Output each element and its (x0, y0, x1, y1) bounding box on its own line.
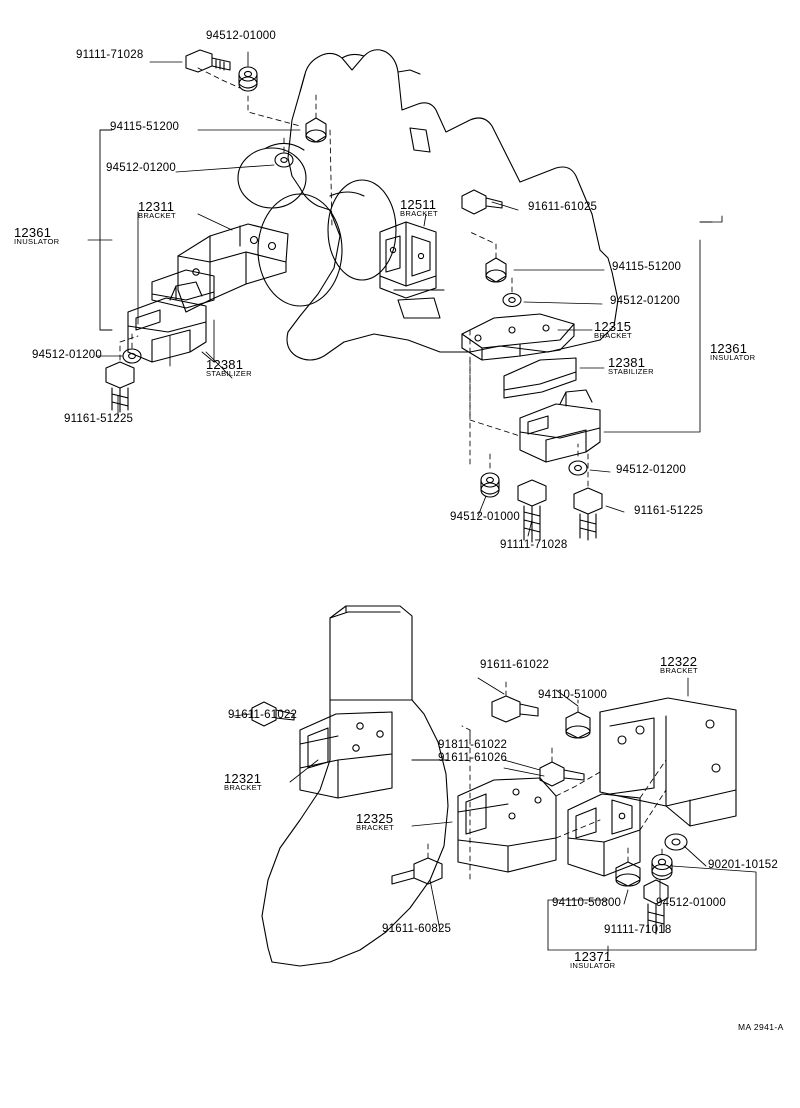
label-12371-insulator[interactable]: 12371 INSULATOR (570, 949, 616, 971)
assembly-dashed-upper (120, 68, 588, 486)
label-91611-61026[interactable]: 91611-61026 (438, 752, 508, 764)
label-94115-51200-right[interactable]: 94115-51200 (612, 261, 682, 273)
fastener-91111-71028-lowerupper (518, 480, 546, 542)
bracket-12321 (300, 712, 392, 798)
label-12322-bracket[interactable]: 12322 BRACKET (660, 654, 698, 676)
transmission-housing-lower (262, 606, 448, 966)
label-94110-50800[interactable]: 94110-50800 (552, 897, 622, 909)
fastener-91611-61026 (540, 762, 584, 786)
fastener-94110-50800 (616, 862, 640, 886)
assembly-dashed-lower (428, 682, 666, 882)
label-94512-01000-lowerupper[interactable]: 94512-01000 (450, 511, 520, 523)
fastener-94512-01200-right (503, 294, 521, 307)
fastener-91161-51225 (574, 488, 602, 540)
label-94512-01000-upper[interactable]: 94512-01000 (206, 30, 276, 42)
label-94512-01200-bottomright[interactable]: 94512-01200 (616, 464, 686, 476)
label-94512-01200-right[interactable]: 94512-01200 (610, 295, 680, 307)
label-12361-insulator-right[interactable]: 12361 INSULATOR (710, 341, 756, 363)
label-12381-stabilizer-right[interactable]: 12381 STABILIZER (608, 355, 654, 377)
label-94512-01000-lower[interactable]: 94512-01000 (656, 897, 726, 909)
fastener-91161-51225-left (106, 362, 134, 412)
label-91811-61022[interactable]: 91811-61022 (438, 739, 508, 751)
leader-lines-lower (234, 678, 756, 956)
label-91161-51225-right[interactable]: 91161-51225 (634, 505, 704, 517)
fastener-94512-01000-upper (239, 67, 257, 91)
label-91611-61022-mid[interactable]: 91611-61022 (480, 659, 550, 671)
fastener-94512-01200-upper-left (275, 153, 293, 167)
fastener-94115-51200-upper-left (306, 118, 326, 142)
bracket-12315 (462, 314, 574, 360)
fastener-94115-51200-right (486, 258, 506, 282)
fastener-94512-01200-bottomright (569, 461, 587, 475)
label-12511-bracket[interactable]: 12511 BRACKET (400, 197, 438, 219)
label-12325-bracket[interactable]: 12325 BRACKET (356, 811, 394, 833)
label-91611-61025[interactable]: 91611-61025 (528, 201, 598, 213)
stabilizer-12381-right (504, 358, 576, 398)
insulator-12361-right (520, 390, 600, 462)
label-12315-bracket[interactable]: 12315 BRACKET (594, 319, 632, 341)
label-94110-51000[interactable]: 94110-51000 (538, 689, 608, 701)
fastener-91611-61025 (462, 190, 502, 214)
fastener-94512-01000-lowerupper (481, 473, 499, 497)
fastener-91611-60825 (392, 858, 442, 884)
fastener-91111-71028-upper (186, 50, 230, 72)
label-94115-51200-upper[interactable]: 94115-51200 (110, 121, 180, 133)
engine-lobes-upper (238, 143, 396, 306)
label-94512-01200-left[interactable]: 94512-01200 (32, 349, 102, 361)
bracket-12322 (600, 698, 736, 826)
label-91111-71028-lowerupper[interactable]: 91111-71028 (500, 539, 568, 551)
bracket-12325 (458, 778, 556, 872)
insulator-12361-left (128, 282, 206, 362)
label-91611-61022-left[interactable]: 91611-61022 (228, 709, 298, 721)
label-91611-60825[interactable]: 91611-60825 (382, 923, 452, 935)
fastener-91611-61022-mid (492, 696, 538, 722)
label-12321-bracket[interactable]: 12321 BRACKET (224, 771, 262, 793)
label-90201-10152[interactable]: 90201-10152 (708, 859, 778, 871)
label-12311-bracket[interactable]: 12311 BRACKET (138, 199, 176, 221)
insulator-12371 (568, 794, 640, 876)
bracket-12511 (380, 222, 436, 298)
label-91111-71028-upper[interactable]: 91111-71028 (76, 49, 144, 61)
fastener-90201-10152 (665, 834, 687, 850)
label-12361-insulator-left[interactable]: 12361 INUSLATOR (14, 225, 60, 247)
figure-code: MA 2941-A (738, 1022, 784, 1032)
port-detail-upper (394, 128, 444, 318)
fastener-94512-01000-lower (652, 855, 672, 880)
fastener-94110-51000 (566, 712, 590, 738)
label-94512-01200-upper[interactable]: 94512-01200 (106, 162, 176, 174)
label-91111-71018[interactable]: 91111-71018 (604, 924, 672, 936)
label-12381-stabilizer-left[interactable]: 12381 STABILIZER (206, 357, 252, 379)
bracket-12311 (178, 224, 288, 312)
brace-12361-left (100, 130, 112, 330)
label-91161-51225-left[interactable]: 91161-51225 (64, 413, 134, 425)
